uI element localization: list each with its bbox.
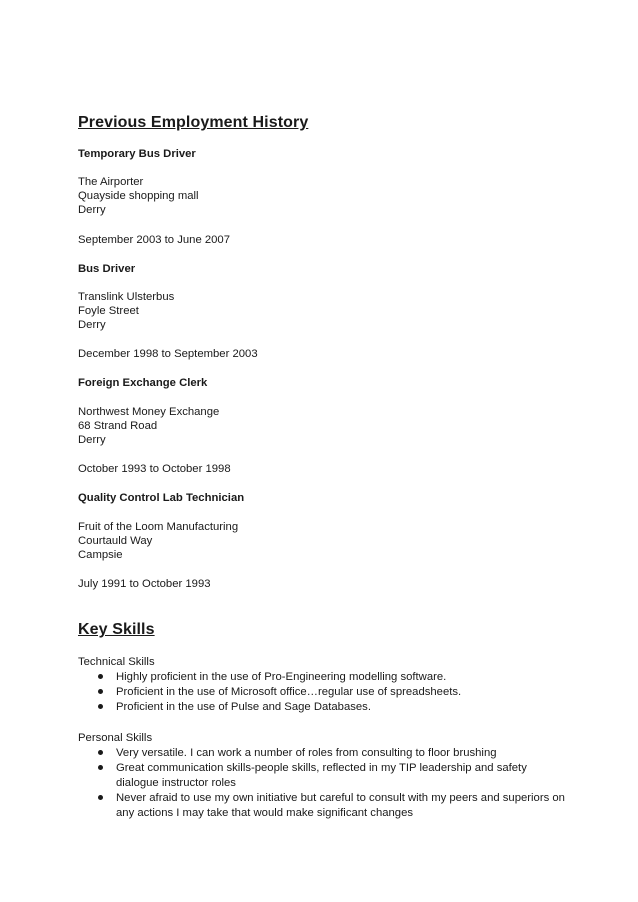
job-employer: Translink Ulsterbus: [78, 291, 175, 303]
job-address-line: Foyle Street: [78, 305, 139, 317]
job-address-line: Quayside shopping mall: [78, 190, 199, 202]
job-title: Temporary Bus Driver: [78, 148, 196, 160]
list-item: [0, 685, 566, 700]
job-dates: September 2003 to June 2007: [78, 234, 230, 246]
job-employer: The Airporter: [78, 176, 144, 188]
bullet-icon: [98, 674, 103, 679]
list-item-text: Proficient in the use of Pulse and Sage Databases.: [116, 701, 371, 713]
job-title: Foreign Exchange Clerk: [78, 377, 208, 389]
personal-skills-list: [0, 746, 566, 821]
job-title: Bus Driver: [78, 263, 136, 275]
list-item-text: Highly proficient in the use of Pro-Engineering modelling software.: [116, 671, 447, 683]
list-item: [0, 670, 566, 685]
personal-skills-label: Personal Skills: [78, 732, 153, 744]
list-item: [0, 700, 566, 715]
job-employer: Fruit of the Loom Manufacturing: [78, 521, 239, 533]
job-address-town: Derry: [78, 434, 106, 446]
skills-heading: Key Skills: [78, 621, 155, 638]
technical-skills-label: Technical Skills: [78, 656, 155, 668]
list-item-text: Very versatile. I can work a number of roles from consulting to floor brushing: [116, 747, 497, 759]
bullet-icon: [98, 704, 103, 709]
bullet-icon: [98, 750, 103, 755]
technical-skills-list: [0, 670, 566, 715]
job-address-town: Derry: [78, 319, 106, 331]
job-title: Quality Control Lab Technician: [78, 492, 245, 504]
employment-heading: Previous Employment History: [78, 114, 309, 131]
list-item-text: Never afraid to use my own initiative but careful to consult with my peers and superiors on any actions I may take that would make significant changes: [116, 792, 565, 819]
bullet-icon: [98, 765, 103, 770]
job-address-town: Derry: [78, 204, 106, 216]
list-item-text: Great communication skills-people skills, reflected in my TIP leadership and safety dialogue instructor roles: [116, 762, 527, 789]
list-item-text: Proficient in the use of Microsoft office…regular use of spreadsheets.: [116, 686, 462, 698]
job-dates: December 1998 to September 2003: [78, 348, 258, 360]
job-dates: July 1991 to October 1993: [78, 578, 211, 590]
job-address-line: 68 Strand Road: [78, 420, 158, 432]
list-item: [0, 746, 566, 761]
job-employer: Northwest Money Exchange: [78, 406, 220, 418]
job-address-town: Campsie: [78, 549, 123, 561]
job-dates: October 1993 to October 1998: [78, 463, 231, 475]
bullet-icon: [98, 795, 103, 800]
bullet-icon: [98, 689, 103, 694]
list-item: [0, 791, 566, 821]
list-item: [0, 761, 566, 791]
job-address-line: Courtauld Way: [78, 535, 153, 547]
